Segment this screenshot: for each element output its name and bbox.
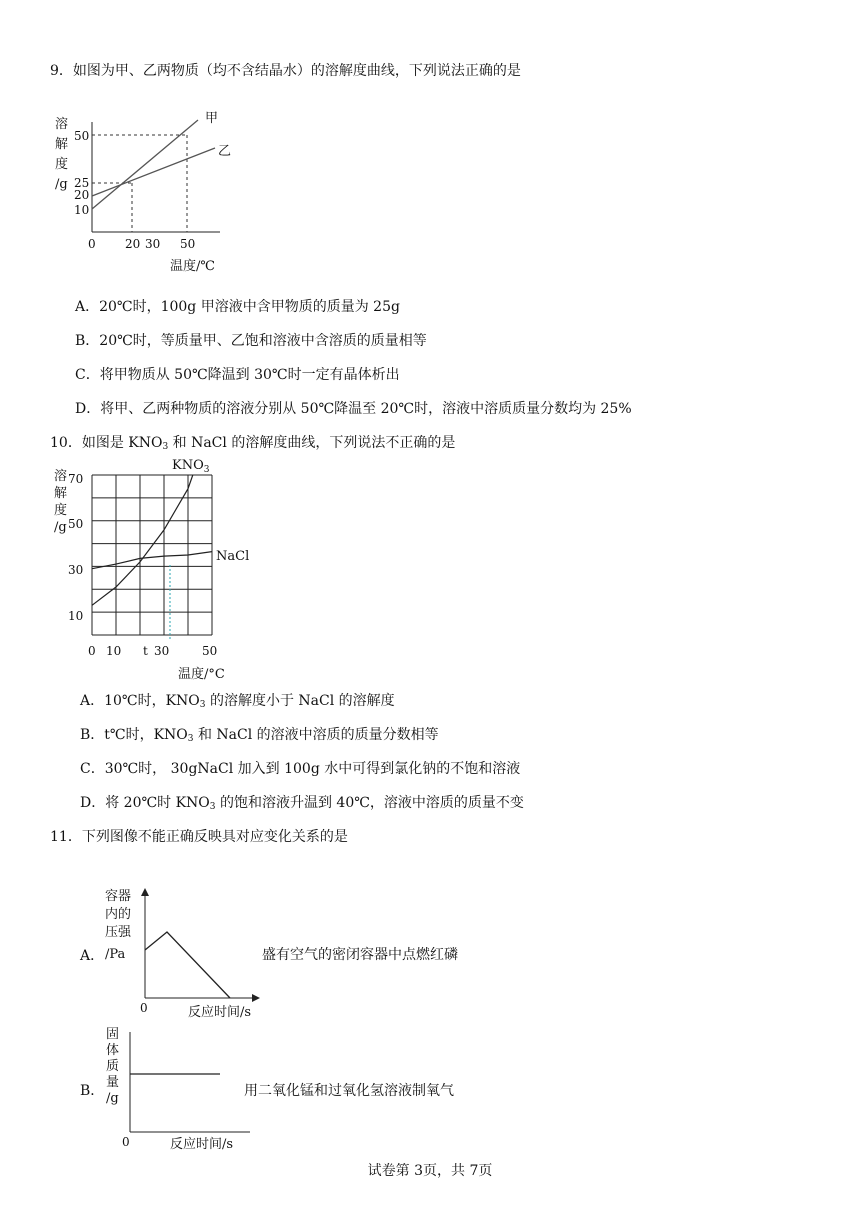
q9-series-jia-label: 甲 (205, 111, 219, 126)
q10-stem-sub: 3 (162, 442, 169, 452)
q10-grid (92, 475, 212, 635)
q9-curve-yi (92, 148, 215, 196)
q9-ytick-10: 10 (74, 203, 90, 217)
q9-xtick-0: 0 (88, 237, 96, 251)
q10-series-kno3-label: $KNO_3$ (172, 458, 210, 475)
q10-ylabel-2: 解 (54, 486, 68, 501)
q11-a-y-arrow (141, 888, 149, 896)
q10-ylabel-4: /g (54, 520, 67, 535)
q11-b-origin: 0 (122, 1135, 130, 1149)
q10-ylabel-1: 溶 (54, 469, 68, 484)
q11-a-chart (100, 880, 270, 1020)
q10-xlabel: 温度/°C (178, 667, 225, 682)
q9-option-d[interactable]: D．将甲、乙两种物质的溶液分别从 50℃降温至 20℃时，溶液中溶质质量分数均为 25% (75, 401, 632, 417)
q11-option-a-letter[interactable]: A． (80, 948, 105, 964)
q10-ytick-10: 10 (68, 609, 84, 623)
q10-option-a[interactable]: A．10℃时，$KNO_3$ 的溶解度小于 NaCl 的溶解度 (80, 693, 395, 710)
q10-ytick-50: 50 (68, 517, 84, 531)
q9-xtick-50: 50 (180, 237, 196, 251)
q10-xtick-50: 50 (202, 644, 218, 658)
q11-option-b-desc: 用二氧化锰和过氧化氢溶液制氧气 (244, 1083, 454, 1099)
q11-a-ylabel-3: 压强 (105, 925, 132, 940)
q11-b-ylabel-3: 质 (106, 1059, 120, 1074)
q11-a-origin: 0 (140, 1001, 148, 1015)
q9-ylabel-4: /g (55, 177, 68, 192)
q9-xlabel: 温度/℃ (170, 259, 215, 274)
q9-ylabel-1: 溶 (55, 117, 69, 132)
q9-ytick-25: 25 (74, 176, 90, 190)
q11-a-xlabel: 反应时间/s (188, 1005, 252, 1020)
q10-ytick-30: 30 (68, 563, 84, 577)
q9-ylabel-2: 解 (55, 137, 69, 152)
q11-a-line (145, 932, 230, 998)
q11-b-ylabel-1: 固 (106, 1027, 120, 1042)
q9-option-c[interactable]: C．将甲物质从 50℃降温到 30℃时一定有晶体析出 (75, 367, 400, 383)
q11-option-b-letter[interactable]: B． (80, 1083, 105, 1099)
q10-xtick-t: t (143, 644, 148, 658)
q9-series-yi-label: 乙 (218, 144, 232, 159)
q9-curve-jia (92, 120, 198, 209)
q10-curve-kno3 (92, 475, 193, 605)
q10-option-c[interactable]: C．30℃时， 30gNaCl 加入到 100g 水中可得到氯化钠的不饱和溶液 (80, 761, 521, 777)
q9-ytick-50: 50 (74, 129, 90, 143)
q11-stem: 11．下列图像不能正确反映具对应变化关系的是 (50, 829, 348, 845)
q10-ylabel-3: 度 (54, 503, 68, 518)
q11-b-ylabel-2: 体 (106, 1043, 120, 1058)
q11-a-ylabel-2: 内的 (105, 907, 132, 922)
q9-option-b[interactable]: B．20℃时，等质量甲、乙饱和溶液中含溶质的质量相等 (75, 333, 427, 349)
q11-a-ylabel-4: /Pa (105, 947, 126, 962)
q11-b-ylabel-4: 量 (106, 1075, 120, 1090)
q10-stem-post: 和 NaCl 的溶解度曲线，下列说法不正确的是 (168, 435, 456, 451)
q9-xtick-30: 30 (145, 237, 161, 251)
q11-b-ylabel-5: /g (106, 1091, 119, 1106)
q10-option-b[interactable]: B．t℃时，$KNO_3$ 和 NaCl 的溶液中溶质的质量分数相等 (80, 727, 439, 744)
q9-xtick-20: 20 (125, 237, 141, 251)
q10-chart (50, 455, 260, 685)
q10-xtick-10: 10 (106, 644, 122, 658)
q9-ytick-20: 20 (74, 188, 90, 202)
q11-option-a-desc: 盛有空气的密闭容器中点燃红磷 (262, 947, 458, 963)
q10-ytick-70: 70 (68, 472, 84, 486)
q10-xtick-0: 0 (88, 644, 96, 658)
q11-a-ylabel-1: 容器 (105, 889, 132, 904)
q9-option-a[interactable]: A．20℃时，100g 甲溶液中含甲物质的质量为 25g (75, 299, 400, 315)
q9-chart (50, 100, 250, 285)
q9-ylabel-3: 度 (55, 157, 69, 172)
page-footer: 试卷第 3页，共 7页 (367, 1163, 493, 1179)
q10-stem (50, 432, 455, 452)
q11-a-x-arrow (252, 994, 260, 1002)
q9-stem: 9．如图为甲、乙两物质（均不含结晶水）的溶解度曲线，下列说法正确的是 (50, 63, 521, 79)
q10-series-nacl-label: NaCl (216, 549, 250, 564)
q11-b-xlabel: 反应时间/s (170, 1137, 234, 1152)
q10-xtick-30: 30 (154, 644, 170, 658)
q10-stem-pre: 10．如图是 KNO (50, 435, 163, 451)
q10-option-d[interactable]: D．将 20℃时 $KNO_3$ 的饱和溶液升温到 40℃，溶液中溶质的质量不变 (80, 795, 524, 812)
